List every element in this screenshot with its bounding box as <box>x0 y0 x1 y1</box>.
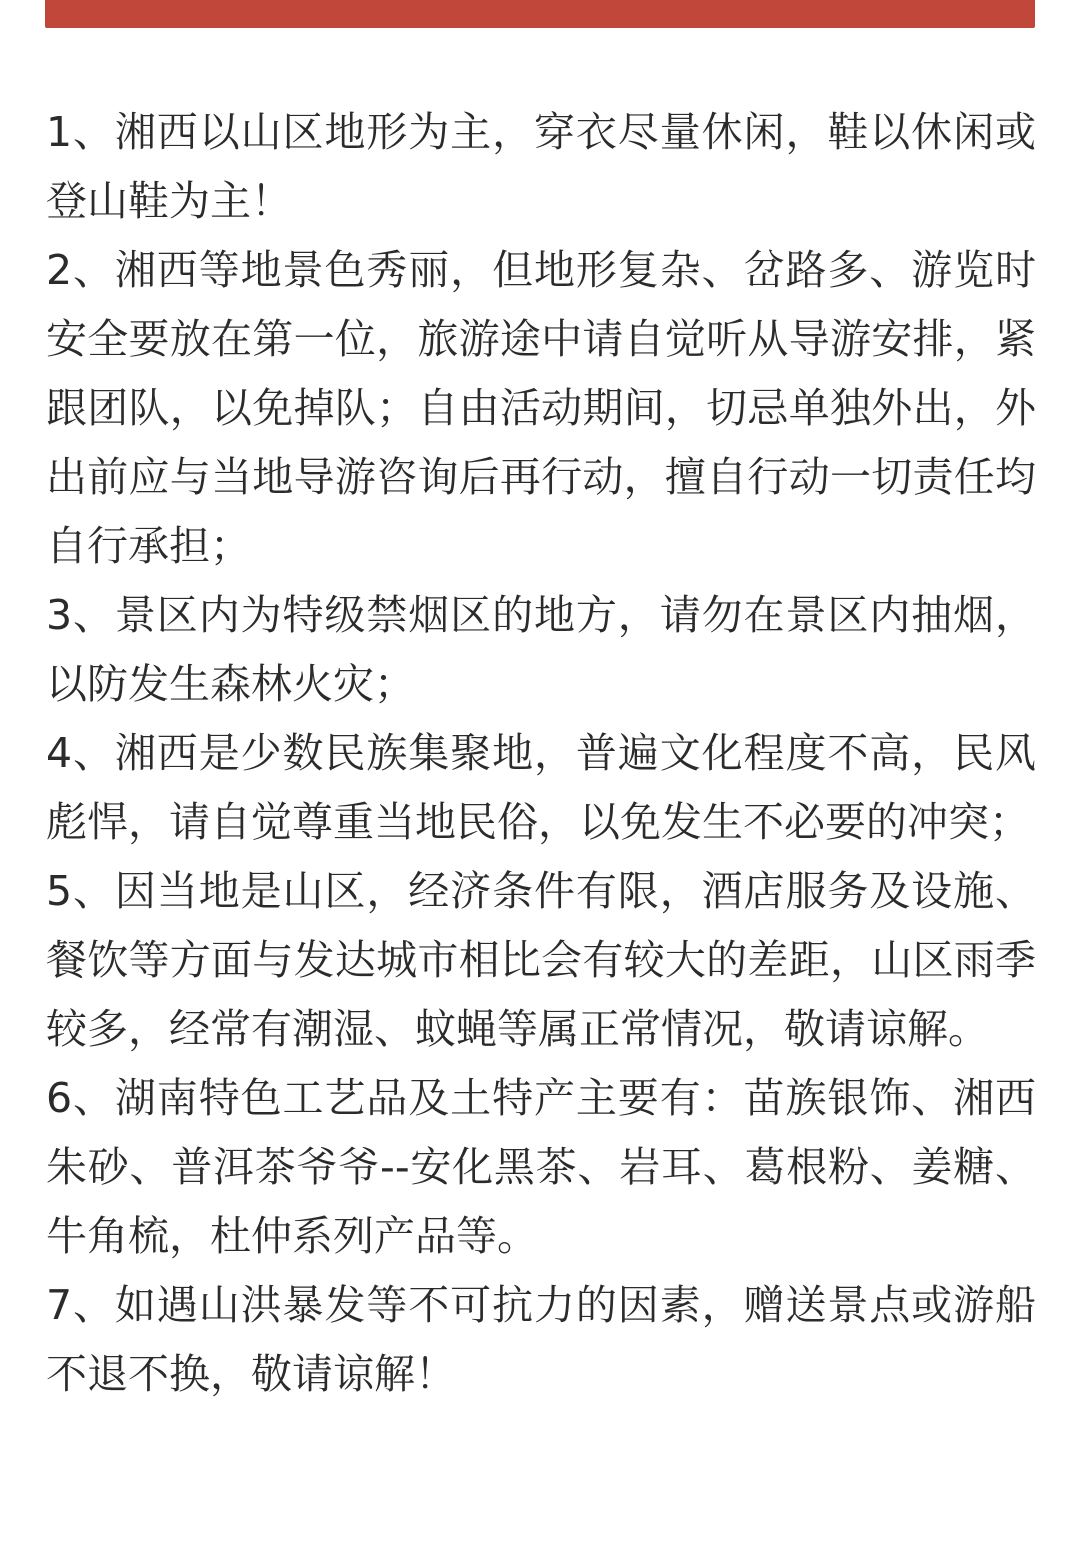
tip-item-5: 5、因当地是山区，经济条件有限，酒店服务及设施、餐饮等方面与发达城市相比会有较大的差距，山区雨季较多，经常有潮湿、蚊蝇等属正常情况，敬请谅解。 <box>46 867 1036 1053</box>
tip-item-4: 4、湘西是少数民族集聚地，普遍文化程度不高，民风彪悍，请自觉尊重当地民俗，以免发生不必要的冲突； <box>46 729 1036 846</box>
header-accent-bar <box>45 0 1035 28</box>
tip-item-2: 2、湘西等地景色秀丽，但地形复杂、岔路多、游览时安全要放在第一位，旅游途中请自觉听从导游安排，紧跟团队，以免掉队；自由活动期间，切忌单独外出，外出前应与当地导游咨询后再行动，擅自行动一切责任均自行承担； <box>46 246 1036 570</box>
tip-item-3: 3、景区内为特级禁烟区的地方，请勿在景区内抽烟，以防发生森林火灾； <box>46 591 1036 708</box>
tip-item-1: 1、湘西以山区地形为主，穿衣尽量休闲，鞋以休闲或登山鞋为主！ <box>46 108 1036 225</box>
tip-item-7: 7、如遇山洪暴发等不可抗力的因素，赠送景点或游船不退不换，敬请谅解！ <box>46 1281 1036 1398</box>
travel-tips-list <box>46 98 1036 1409</box>
tip-item-6: 6、湖南特色工艺品及土特产主要有：苗族银饰、湘西朱砂、普洱茶爷爷--安化黑茶、岩耳、葛根粉、姜糖、牛角梳，杜仲系列产品等。 <box>46 1074 1036 1260</box>
